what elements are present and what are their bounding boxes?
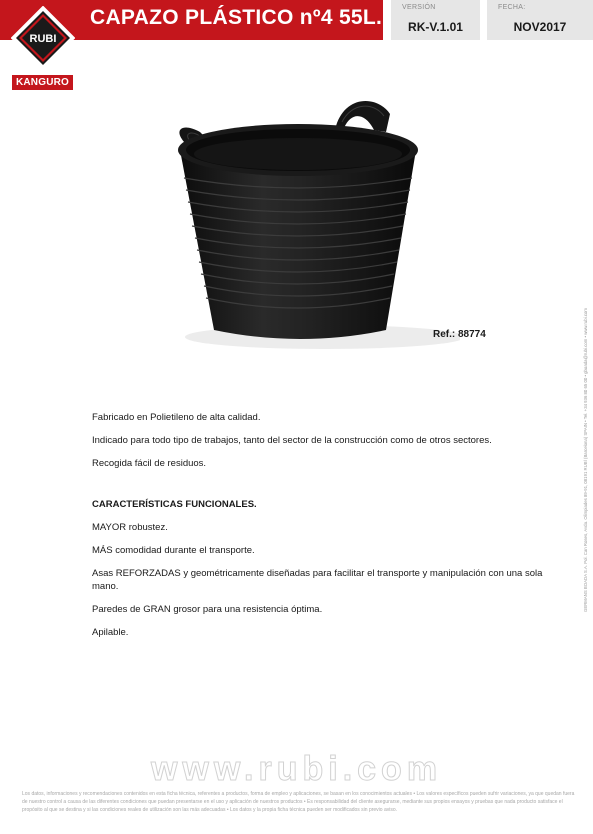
intro-line: Fabricado en Polietileno de alta calidad. bbox=[92, 412, 261, 423]
page-title: CAPAZO PLÁSTICO nº4 55L. bbox=[90, 6, 383, 29]
plastic-tub-icon bbox=[160, 92, 460, 354]
intro-line: Recogida fácil de residuos. bbox=[92, 458, 207, 469]
features-title: CARACTERÍSTICAS FUNCIONALES. bbox=[92, 499, 257, 510]
spacer bbox=[92, 480, 552, 498]
feature-item: MAYOR robustez. bbox=[92, 522, 168, 533]
intro-line: Indicado para todo tipo de trabajos, tanto del sector de la construcción como de otros sectores. bbox=[92, 435, 492, 446]
logo-text: RUBI bbox=[29, 33, 57, 45]
date-label: FECHA: bbox=[498, 4, 526, 11]
feature-item: MÁS comodidad durante el transporte. bbox=[92, 545, 255, 556]
version-box bbox=[391, 0, 480, 40]
rubi-logo bbox=[11, 6, 75, 70]
feature-item: Asas REFORZADAS y geométricamente diseñadas para facilitar el transporte y manipulación con una sola mano. bbox=[92, 568, 543, 592]
version-value: RK-V.1.01 bbox=[408, 20, 463, 34]
description bbox=[92, 411, 552, 649]
feature-item: Paredes de GRAN grosor para una resistencia óptima. bbox=[92, 604, 323, 615]
website-watermark: www.rubi.com bbox=[150, 750, 443, 788]
product-image bbox=[160, 92, 460, 354]
company-address-vertical: GERMANS BOADA S.A. Pol. Can Roses, Avda. Olimpiades 89-91, 08191 RUBÍ (Barcelona) SPAIN • Tel. +34 936 80 65 00 • gboada@rubi.com • www.rubi.com bbox=[583, 308, 588, 612]
kanguro-label: KANGURO bbox=[12, 75, 73, 90]
date-value: NOV2017 bbox=[513, 20, 567, 34]
date-box bbox=[487, 0, 593, 40]
rubi-logo-icon bbox=[11, 6, 75, 70]
product-reference: Ref.: 88774 bbox=[433, 329, 486, 340]
version-label: VERSIÓN bbox=[402, 4, 436, 11]
feature-item: Apilable. bbox=[92, 627, 129, 638]
legal-disclaimer: Los datos, informaciones y recomendaciones contenidos en esta ficha técnica, referentes a productos, forma de empleo y aplicaciones, se basan en los conocimientos actuales • Los valores específicos pueden sufrir variaciones, ya que quedan fuera de nuestro control a causa de las diferentes condiciones que puedan presentarse en el uso y aplicación de nuestros productos • Es responsabilidad del cliente asegurarse, mediante sus propios ensayos y pruebas que nada producto satisface el propósito al que se destina y si las condiciones reales de utilización son las más adecuadas • Los datos y la propia ficha técnica pueden ser modificados sin previo aviso. bbox=[22, 791, 575, 813]
